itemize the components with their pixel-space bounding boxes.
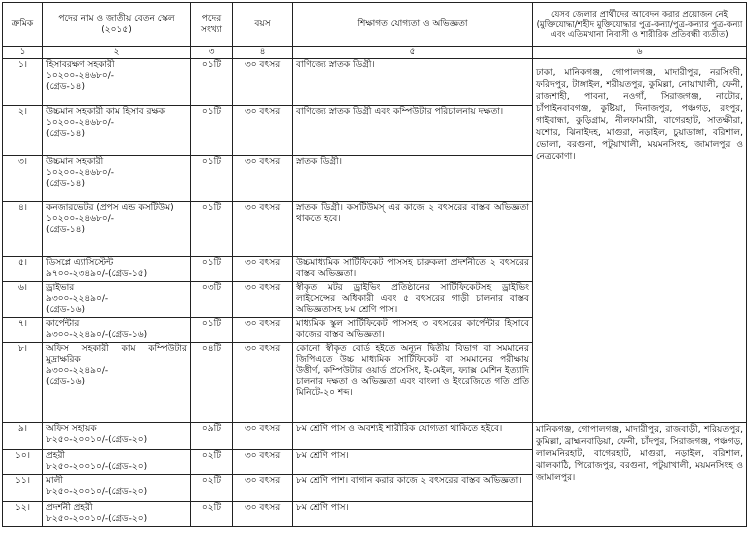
post-cell xyxy=(43,502,191,527)
count-cell: ০৯টি xyxy=(191,423,233,450)
post-cell xyxy=(43,450,191,475)
pay-scale: ৯৩০০-২২৪৯০/-(গ্রেড-১৬) xyxy=(46,330,148,340)
district-cell: মানিকগঞ্জ, গোপালগঞ্জ, মাদারীপুর, রাজবাড়ী, শরিয়তপুর, কুমিল্লা, ব্রাহ্মনবাড়িয়া, ফেনী, চাঁদপুর, সিরাজগঞ্জ, পঞ্চগড়, লালমনিরহাট, বাগেরহাট, মাগুরা, নড়াইল, বরিশাল, ঝালকাঠি, পিরোজপুর, বরগুনা, পটুয়াখালী, ময়মনসিংহ ও জামালপুর। xyxy=(533,423,747,527)
post-cell xyxy=(43,202,191,257)
age-cell: ৩০ বৎসর xyxy=(233,106,293,156)
table-row xyxy=(3,423,747,450)
pay-scale: ৮২৫০-২০০১০/-(গ্রেড-২০) xyxy=(46,435,148,445)
column-number-row xyxy=(3,47,747,59)
pay-grade: (গ্রেড-১৪) xyxy=(46,82,85,92)
count-cell: ০১টি xyxy=(191,59,233,106)
post-cell xyxy=(43,282,191,318)
post-name: প্রদর্শনী প্রহরী xyxy=(46,503,93,513)
serial-cell: ৮। xyxy=(3,343,43,423)
count-cell: ০৪টি xyxy=(191,343,233,423)
age-cell: ৩০ বৎসর xyxy=(233,423,293,450)
serial-cell: ৫। xyxy=(3,257,43,282)
count-cell: ০১টি xyxy=(191,156,233,202)
post-name: ড্রাইভার xyxy=(46,283,75,293)
post-name: কার্পেন্টার xyxy=(46,319,80,329)
post-cell xyxy=(43,106,191,156)
serial-cell: ৬। xyxy=(3,282,43,318)
header-post-name: পদের নাম ও জাতীয় বেতন স্কেল (২০১৫) xyxy=(43,3,191,47)
post-name: হিসাবরক্ষণ সহকারী xyxy=(46,60,115,70)
age-cell: ৩০ বৎসর xyxy=(233,318,293,343)
post-cell xyxy=(43,318,191,343)
qualification-cell: ৮ম শ্রেণি পাস ও অবশ্যই শারীরিক যোগ্যতা থাকিতে হইবে। xyxy=(293,423,533,450)
pay-scale: ১০২০০-২৪৬৮০/- xyxy=(46,71,115,81)
age-cell: ৩০ বৎসর xyxy=(233,257,293,282)
post-name: অফিস সহায়ক xyxy=(46,424,97,434)
pay-scale: ৯৭০০-২৩৪৯০/-(গ্রেড-১৫) xyxy=(46,269,148,279)
post-cell xyxy=(43,423,191,450)
pay-grade: (গ্রেড-১৪) xyxy=(46,179,85,189)
post-cell xyxy=(43,475,191,502)
age-cell: ৩০ বৎসর xyxy=(233,475,293,502)
header-post-count: পদের সংখ্যা xyxy=(191,3,233,47)
qualification-cell: মাধ্যমিক স্কুল সার্টিফিকেট পাসসহ ৩ বৎসরের কার্পেন্টার হিসাবে কাজের বাস্তব অভিজ্ঞতা। xyxy=(293,318,533,343)
column-number: ৩ xyxy=(191,47,233,59)
serial-cell: ৩। xyxy=(3,156,43,202)
post-cell xyxy=(43,257,191,282)
count-cell: ০১টি xyxy=(191,257,233,282)
column-number: ২ xyxy=(43,47,191,59)
column-number: ৪ xyxy=(233,47,293,59)
post-name: উচ্চমান সহকারী xyxy=(46,157,104,167)
count-cell: ০২টি xyxy=(191,475,233,502)
header-row xyxy=(3,3,747,47)
qualification-cell: ৮ম শ্রেণি পাস। xyxy=(293,450,533,475)
pay-grade: (গ্রেড-১৪) xyxy=(46,129,85,139)
header-age: বয়স xyxy=(233,3,293,47)
serial-cell: ৯। xyxy=(3,423,43,450)
pay-grade: (গ্রেড-১৪) xyxy=(46,225,85,235)
serial-cell: ১। xyxy=(3,59,43,106)
district-cell: ঢাকা, মানিকগঞ্জ, গোপালগঞ্জ, মাদারীপুর, নরসিংদী, ফরিদপুর, টাঙ্গাইল, শরীয়তপুর, কুমিল্লা, নোয়াখালী, ফেনী, রাজশাহী, পাবনা, নওগাঁ, সিরাজগঞ্জ, নাটোর, চাঁপাইনবাবগঞ্জ, কুষ্টিয়া, দিনাজপুর, পঞ্চগড়, রংপুর, গাইবান্ধা, কুড়িগ্রাম, নীলফামারী, বাগেরহাট, সাতক্ষীরা, যশোর, ঝিনাইদহ, মাগুরা, নড়াইল, চুয়াডাঙ্গা, বরিশাল, ভোলা, বরগুনা, পটুয়াখালী, ময়মনসিংহ, জামালপুর ও নেত্রকোণা। xyxy=(533,59,747,423)
column-number: ১ xyxy=(3,47,43,59)
pay-scale: ৯৩০০-২২৪৯০/- xyxy=(46,366,109,376)
pay-scale: ১০২০০-২৪৬৮০/- xyxy=(46,168,115,178)
pay-scale: ১০২০০-২৪৬৮০/- xyxy=(46,214,115,224)
qualification-cell: বাণিজ্যে স্নাতক ডিগ্রী এবং কম্পিউটার পরিচালনায় দক্ষতা। xyxy=(293,106,533,156)
post-name: কনজারভেটর (প্রপস এন্ড কসটিউম) xyxy=(46,203,174,213)
header-qualification: শিক্ষাগত যোগ্যতা ও অভিজ্ঞতা xyxy=(293,3,533,47)
pay-scale: ৮২৫০-২০০১০/-(গ্রেড-২০) xyxy=(46,514,148,524)
age-cell: ৩০ বৎসর xyxy=(233,282,293,318)
post-cell xyxy=(43,156,191,202)
count-cell: ০৩টি xyxy=(191,282,233,318)
serial-cell: ৭। xyxy=(3,318,43,343)
post-name: প্রহরী xyxy=(46,451,65,461)
header-serial: ক্রমিক xyxy=(3,3,43,47)
pay-scale: ৮২৫০-২০০১০/-(গ্রেড-২০) xyxy=(46,487,148,497)
count-cell: ০২টি xyxy=(191,502,233,527)
qualification-cell: উচ্চমাধ্যমিক সার্টিফিকেট পাসসহ চারুকলা প্রদর্শনীতে ২ বৎসরের বাস্তব অভিজ্ঞতা। xyxy=(293,257,533,282)
age-cell: ৩০ বৎসর xyxy=(233,502,293,527)
count-cell: ০২টি xyxy=(191,450,233,475)
count-cell: ০১টি xyxy=(191,318,233,343)
qualification-cell: স্নাতক ডিগ্রী। কসটিউমস্ এর কাজে ২ বৎসরের বাস্তব অভিজ্ঞতা থাকতে হবে। xyxy=(293,202,533,257)
post-name: মালী xyxy=(46,476,63,486)
qualification-cell: ৮ম শ্রেণি পাস। xyxy=(293,502,533,527)
age-cell: ৩০ বৎসর xyxy=(233,343,293,423)
post-cell xyxy=(43,343,191,423)
serial-cell: ২। xyxy=(3,106,43,156)
serial-cell: ৪। xyxy=(3,202,43,257)
qualification-cell: বাণিজ্যে স্নাতক ডিগ্রী। xyxy=(293,59,533,106)
age-cell: ৩০ বৎসর xyxy=(233,450,293,475)
qualification-cell: ৮ম শ্রেণি পাশ। বাগান করার কাজে ২ বৎসরের বাস্তব অভিজ্ঞতা। xyxy=(293,475,533,502)
qualification-cell: স্নাতক ডিগ্রী। xyxy=(293,156,533,202)
post-name: ডিসপ্লে এ্যাসিস্টেন্ট xyxy=(46,258,114,268)
pay-scale: ৮২৫০-২০০১০/-(গ্রেড-২০) xyxy=(46,462,148,472)
column-number: ৫ xyxy=(293,47,533,59)
serial-cell: ১০। xyxy=(3,450,43,475)
pay-grade: (গ্রেড-১৬) xyxy=(46,305,85,315)
pay-scale: ১০২০০-২৪৬৮০/- xyxy=(46,118,115,128)
qualification-cell: স্বীকৃত মটর ড্রাইভিং প্রতিষ্ঠানের সার্টিফিকেটসহ ড্রাইভিং লাইসেন্সের অধিকারী এবং ৫ বৎসরের গাড়ী চালনার বাস্তব অভিজ্ঞতাসহ ৮ম শ্রেণি পাস। xyxy=(293,282,533,318)
header-district: যেসব জেলার প্রার্থীদের আবেদন করার প্রয়োজন নেই (মুক্তিযোদ্ধা/শহীদ মুক্তিযোদ্ধার পুত্র-কন্যা/পুত্র-কন্যার পুত্র-কন্যা এবং এতিমখানা নিবাসী ও শারীরিক প্রতিবন্ধী ব্যতীত) xyxy=(533,3,747,47)
recruitment-table xyxy=(2,2,747,527)
pay-grade: (গ্রেড-১৬) xyxy=(46,377,85,387)
table-row xyxy=(3,59,747,106)
qualification-cell: কোনো স্বীকৃত বোর্ড হইতে অন্যূন দ্বিতীয় বিভাগ বা সমমানের জিপিএতে উচ্চ মাধ্যমিক সার্টিফিকেট বা সমমানের পরীক্ষায় উত্তীর্ণ, কম্পিউটার ওয়ার্ড প্রসেসিং, ই-মেইল, ফ্যাক্স মেশিন ইত্যাদি চালনার দক্ষতা ও অভিজ্ঞতা এবং বাংলা ও ইংরেজিতে গতি প্রতি মিনিটে-২০ শব্দ। xyxy=(293,343,533,423)
count-cell: ০১টি xyxy=(191,202,233,257)
count-cell: ০১টি xyxy=(191,106,233,156)
post-name: উচ্চমান সহকারী কাম হিসাব রক্ষক xyxy=(46,107,166,117)
pay-scale: ৯৩০০-২২৪৯০/- xyxy=(46,294,109,304)
column-number: ৬ xyxy=(533,47,747,59)
age-cell: ৩০ বৎসর xyxy=(233,59,293,106)
serial-cell: ১২। xyxy=(3,502,43,527)
post-name: অফিস সহকারী কাম কম্পিউটার মুদ্রাক্ষরিক xyxy=(46,344,187,365)
post-cell xyxy=(43,59,191,106)
serial-cell: ১১। xyxy=(3,475,43,502)
age-cell: ৩০ বৎসর xyxy=(233,156,293,202)
age-cell: ৩০ বৎসর xyxy=(233,202,293,257)
